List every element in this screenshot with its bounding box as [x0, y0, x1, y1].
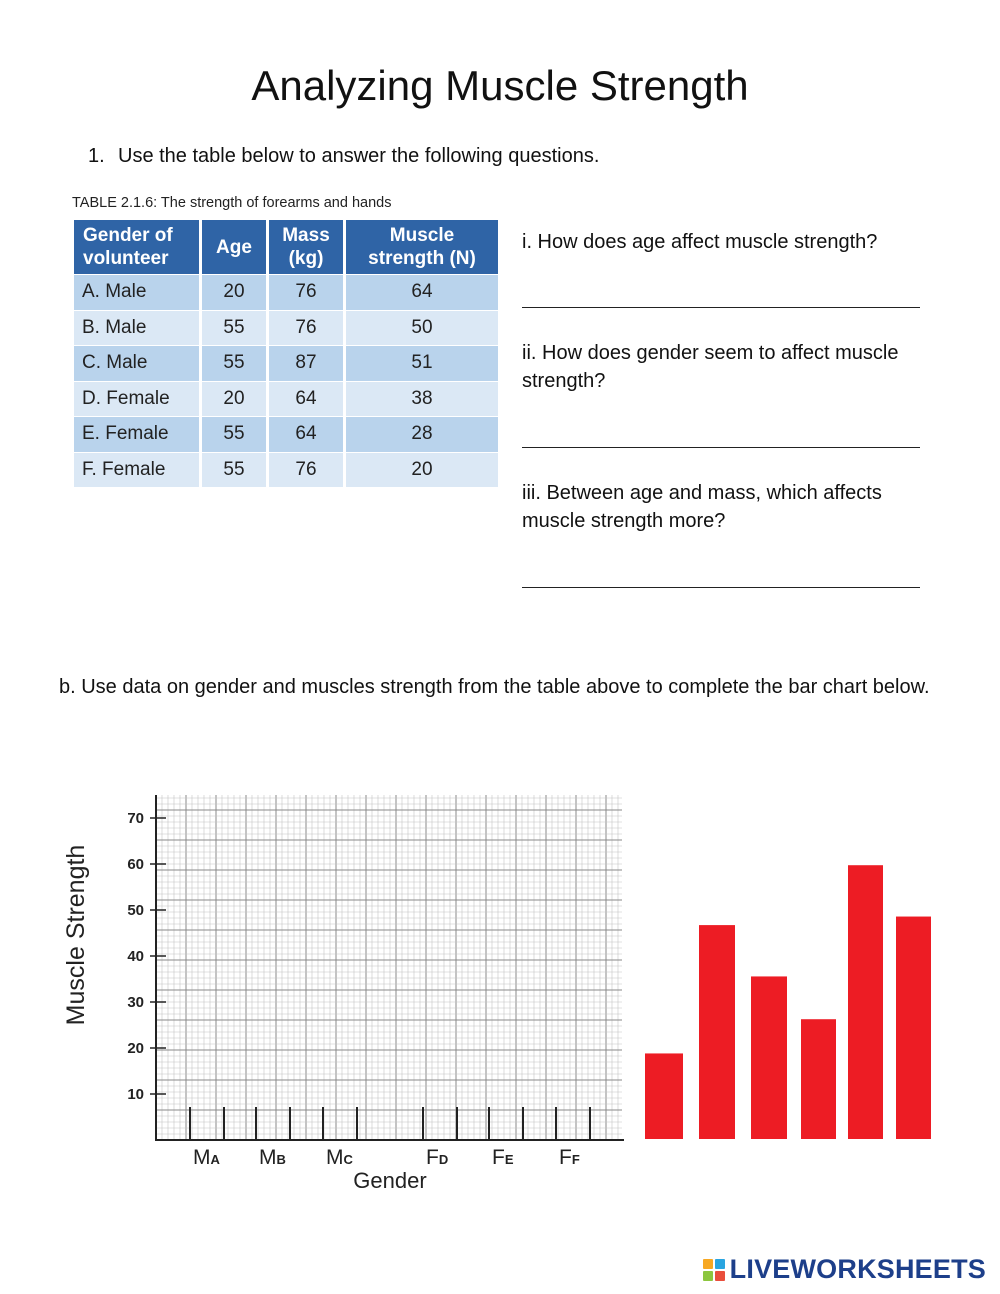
cell-mass: 76: [268, 452, 345, 487]
draggable-bar[interactable]: [645, 1053, 683, 1139]
cell-gender: D. Female: [74, 381, 201, 417]
question-i: i. How does age affect muscle strength?: [522, 231, 878, 253]
liveworksheets-logo: [703, 1254, 986, 1285]
cell-age: 20: [201, 381, 268, 417]
cell-age: 55: [201, 346, 268, 382]
x-category-label: FE: [492, 1146, 514, 1169]
x-axis-title: Gender: [353, 1168, 427, 1193]
cell-strength: 20: [345, 452, 499, 487]
y-tick-label: 70: [127, 810, 144, 827]
header-age: Age: [201, 220, 268, 275]
y-axis-title: Muscle Strength: [62, 844, 90, 1026]
cell-age: 55: [201, 452, 268, 487]
y-tick-label: 50: [127, 902, 144, 919]
question-1-number: 1.: [88, 145, 105, 167]
draggable-bar[interactable]: [801, 1019, 836, 1139]
cell-mass: 64: [268, 417, 345, 453]
y-tick-label: 10: [127, 1086, 144, 1103]
x-category-label: MA: [193, 1146, 220, 1169]
cell-strength: 50: [345, 310, 499, 346]
cell-strength: 51: [345, 346, 499, 382]
logo-blocks-icon: [703, 1259, 725, 1281]
question-ii: ii. How does gender seem to affect muscle strength?: [522, 342, 899, 392]
question-1-text: Use the table below to answer the following questions.: [118, 145, 600, 167]
y-tick-label: 20: [127, 1040, 144, 1057]
draggable-bar[interactable]: [699, 925, 735, 1139]
cell-strength: 64: [345, 275, 499, 311]
draggable-bar[interactable]: [751, 976, 787, 1139]
cell-age: 55: [201, 417, 268, 453]
draggable-bar[interactable]: [848, 865, 883, 1139]
logo-text: LIVEWORKSHEETS: [729, 1254, 986, 1284]
x-category-label: MC: [326, 1146, 353, 1169]
cell-strength: 28: [345, 417, 499, 453]
chart-grid: [156, 795, 622, 1140]
cell-gender: B. Male: [74, 310, 201, 346]
cell-strength: 38: [345, 381, 499, 417]
cell-gender: C. Male: [74, 346, 201, 382]
page-title: Analyzing Muscle Strength: [251, 62, 749, 109]
cell-age: 55: [201, 310, 268, 346]
question-iii: iii. Between age and mass, which affects muscle strength more?: [522, 482, 882, 532]
cell-mass: 76: [268, 310, 345, 346]
y-tick-label: 40: [127, 948, 144, 965]
header-strength: Muscle strength (N): [345, 220, 499, 275]
cell-gender: F. Female: [74, 452, 201, 487]
draggable-bar[interactable]: [896, 917, 931, 1139]
part-b-instructions: b. Use data on gender and muscles strength from the table above to complete the bar chart below.: [59, 676, 930, 698]
cell-age: 20: [201, 275, 268, 311]
cell-mass: 87: [268, 346, 345, 382]
x-category-label: FF: [559, 1146, 580, 1169]
x-category-label: FD: [426, 1146, 449, 1169]
cell-mass: 76: [268, 275, 345, 311]
cell-gender: E. Female: [74, 417, 201, 453]
y-tick-label: 60: [127, 856, 144, 873]
table-caption: TABLE 2.1.6: The strength of forearms and hands: [72, 195, 392, 211]
cell-mass: 64: [268, 381, 345, 417]
header-gender: Gender of volunteer: [74, 220, 201, 275]
x-category-label: MB: [259, 1146, 286, 1169]
y-tick-label: 30: [127, 994, 144, 1011]
cell-gender: A. Male: [74, 275, 201, 311]
header-mass: Mass (kg): [268, 220, 345, 275]
